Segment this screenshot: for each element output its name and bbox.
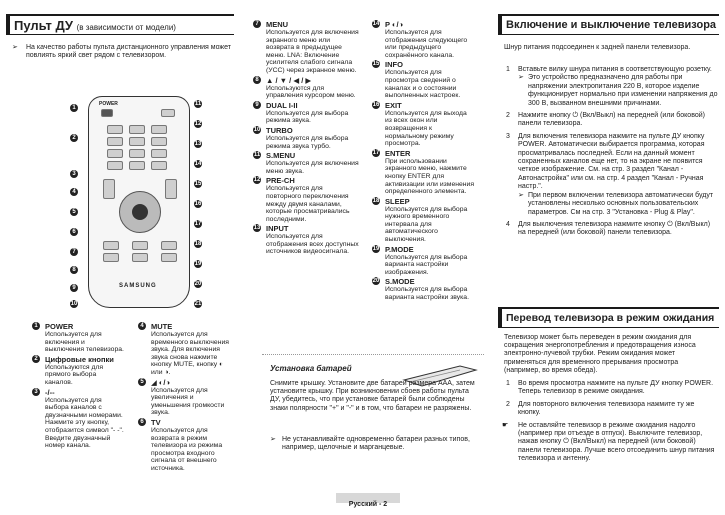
func-key: [132, 253, 148, 262]
power-intro: Шнур питания подсоединен к задней панели телевизора.: [504, 44, 691, 51]
page-number: Русский - 2: [348, 501, 388, 508]
remote-intro: ➢ На качество работы пульта дистанционного управления может повлиять яркий свет рядом с телевизором.: [12, 44, 231, 60]
callout: 11: [194, 101, 202, 107]
key: [107, 137, 123, 146]
legend-item: 2 Цифровые кнопки Используются для прямого выбора каналов.: [32, 355, 124, 387]
callout: 18: [194, 241, 202, 247]
battery-text: Снимите крышку. Установите две батареи размера AAA, затем установите крышку. При возникновении сбоев работы пульта ДУ, убедитесь, что при установке батарей были соблюдены знаки полярности "+" и "-" и в том, что батареи не разряжены.: [270, 380, 475, 412]
standby-steps: [500, 380, 718, 468]
step: 3 Для включения телевизора нажмите на пульте ДУ кнопку POWER. Автоматически выбирается программа, которая просматривалась последней. Если на данный момент сохраненных каналов еще нет, то на экране не появится четкое изображение. См. на стр. 3 раздел "Канал - Автонастройка" или см. на стр. 4 раздел "Канал - Ручная настр.". ➢ При первом включении телевизора автоматически будут установлены несколько основных пользовательских параметров. См на стр. 3 "Установка - Plug & Play".: [500, 133, 718, 217]
legend-item: 12 PRE-CH Используется для повторного переключения между двумя каналами, которые просматривались последними.: [253, 176, 350, 223]
section-header-standby: [498, 307, 719, 328]
callout: 1: [70, 104, 78, 112]
func-key: [161, 241, 177, 250]
callout: 4: [70, 188, 78, 196]
legend-column-1: [32, 322, 124, 451]
tv-button: [161, 109, 175, 117]
legend-item: 18 SLEEP Используется для выбора нужного временного интервала для автоматического выключения.: [372, 196, 468, 244]
legend-item: 7 MENU Используется для включения экранного меню или возврата в предыдущее меню. LNA: Включение усилителя слабого сигнала (УСС) через экранное меню.: [253, 20, 359, 75]
callout: 14: [194, 161, 202, 167]
step: 4 Для выключения телевизора нажмите кнопку ⏻ (Вкл/Выкл) на передней (или боковой) панели телевизора.: [506, 220, 711, 237]
section-header-power: [498, 14, 719, 35]
standby-note: ☛ Не оставляйте телевизор в режиме ожидания надолго (например при отъезде в отпуск). Выключите телевизор, нажав кнопку ⏻ (Вкл/Выкл) на передней (или боковой) панели телевизора. Лучше всего отсоединить шнур питания телевизора и антенну.: [502, 421, 715, 463]
legend-item: 3 -/-- Используется для выбора каналов с двузначными номерами. Нажмите эту кнопку, отобразится символ "- -". Введите двузначный номер канала.: [32, 388, 124, 450]
key: [129, 161, 145, 170]
legend-item: 6 TV Используется для возврата в режим телевизора из режима просмотра входного сигнала от внешнего источника.: [138, 418, 234, 473]
arrow-icon: ➢: [12, 44, 18, 51]
key: [151, 137, 167, 146]
callout: 9: [70, 284, 78, 292]
legend-column-2: [138, 322, 234, 474]
legend-item: 4 MUTE Используется для временного выключения звука. Для включения звука снова нажмите кнопку MUTE, кнопку ◐ или ◑.: [138, 322, 234, 377]
key: [129, 125, 145, 134]
callout: 13: [194, 141, 202, 147]
key: [107, 125, 123, 134]
callout: 12: [194, 121, 202, 127]
numeric-keypad: [107, 125, 171, 173]
step: 1 Во время просмотра нажмите на пульте ДУ кнопку POWER. Теперь телевизор в режиме ожидания.: [506, 380, 714, 396]
key: [107, 149, 123, 158]
legend-item: 14 P ◐/◑ Используется для отображения следующего или предыдущего сохранённого канала.: [372, 20, 468, 59]
callout: 20: [194, 281, 202, 287]
callout: 16: [194, 201, 202, 207]
enter-button: [132, 204, 148, 220]
section-title-power: Включение и выключение телевизора: [506, 19, 717, 31]
vol-key: [103, 179, 115, 199]
callout: 19: [194, 261, 202, 267]
ch-key: [165, 179, 177, 199]
header-bar: [498, 16, 502, 34]
battery-title: Установка батарей: [270, 364, 352, 373]
callout: 6: [70, 228, 78, 236]
legend-item: 9 DUAL I-II Используется для выбора режима звука.: [253, 101, 359, 125]
middle-column-a: [253, 20, 359, 257]
step-note: ➢ Это устройство предназначено для работы при напряжении электропитания 220 В, которое изделие функционирует нормально при изменении напряжения до 300 В, вызванном внешними причинами.: [518, 74, 718, 107]
step-note: ➢ При первом включении телевизора автоматически будут установлены несколько основных пользовательских параметров. См на стр. 3 "Установка - Plug & Play".: [518, 191, 714, 216]
callout: 7: [70, 248, 78, 256]
header-bar: [6, 16, 10, 34]
key: [129, 149, 145, 158]
key: [129, 137, 145, 146]
func-key: [161, 253, 177, 262]
brand-logo: SAMSUNG: [119, 283, 157, 289]
power-label: POWER: [99, 101, 118, 107]
navigation-pad: [119, 191, 161, 233]
battery-note: ➢ Не устанавливайте одновременно батареи разных типов, например, щелочные и марганцевые.: [270, 436, 470, 452]
legend-item: 5 ◢ ◐/◑ Используется для увеличения и уменьшения громкости звука.: [138, 378, 234, 417]
key: [151, 149, 167, 158]
legend-item: 17 ENTER При использовании экранного меню, нажмите кнопку ENTER для активизации или изменения определенного элемента.: [372, 148, 474, 196]
note-icon: ☛: [502, 421, 509, 429]
callout: 5: [70, 208, 78, 216]
legend-item: 8 ▲ / ▼ / ◀ / ▶ Используются для управления курсором меню.: [253, 76, 359, 100]
header-bar: [498, 309, 502, 327]
func-key: [103, 253, 119, 262]
callout: 3: [70, 170, 78, 178]
legend-item: 16 EXIT Используется для выхода из всех окон или возвращения к нормальному режиму просмотра.: [372, 100, 467, 148]
legend-item: 20 S.MODE Используется для выбора варианта настройки звука.: [372, 277, 469, 302]
battery-divider: [262, 354, 484, 355]
callout: 15: [194, 181, 202, 187]
callout: 2: [70, 134, 78, 142]
remote-control-illustration: [88, 96, 190, 308]
arrow-icon: ➢: [270, 436, 276, 443]
arrow-icon: ➢: [518, 74, 524, 82]
section-title-standby: Перевод телевизора в режим ожидания: [506, 312, 715, 324]
step: 2 Нажмите кнопку ⏻ (Вкл/Выкл) на передней (или боковой) панели телевизора.: [506, 112, 705, 128]
callout: 8: [70, 266, 78, 274]
key: [151, 161, 167, 170]
legend-item: 19 P.MODE Используется для выбора варианта настройки изображения.: [372, 244, 468, 276]
power-button: [101, 109, 113, 117]
legend-item: 13 INPUT Используется для отображения всех доступных источников видеосигнала.: [253, 224, 359, 256]
standby-intro: Телевизор может быть переведен в режим ожидания для сокращения энергопотребления и предотвращения износа электронно-лучевой трубки. Режим ожидания может применяться для временного прерывания просмотра (например, во время обеда).: [504, 334, 696, 374]
section-header-remote: [6, 14, 234, 35]
step: 1 Вставьте вилку шнура питания в соответствующую розетку. ➢ Это устройство предназначено для работы при напряжении электропитания 220 В, которое изделие функционирует нормально при изменении напряжения до 300 В, вызванном внешними причинами.: [506, 66, 718, 107]
key: [107, 161, 123, 170]
step: 2 Для повторного включения телевизора нажмите ту же кнопку.: [506, 400, 695, 417]
arrow-icon: ➢: [518, 191, 524, 199]
page-title: Пульт ДУ (в зависимости от модели): [14, 18, 176, 33]
legend-item: 10 TURBO Используется для выбора режима звука турбо.: [253, 125, 349, 150]
legend-item: 1 POWER Используется для включения и выключения телевизора.: [32, 322, 124, 354]
legend-item: 11 S.MENU Используется для включения меню звука.: [253, 151, 359, 175]
middle-column-b: [372, 20, 474, 303]
power-steps: [500, 66, 718, 242]
callout: 17: [194, 221, 202, 227]
key: [151, 125, 167, 134]
legend-item: 15 INFO Используется для просмотра сведений о каналах и о состоянии выполненных настроек.: [372, 60, 461, 100]
callout: 21: [194, 301, 202, 307]
page-footer: [336, 493, 400, 508]
callout: 10: [70, 301, 78, 307]
func-key: [132, 241, 148, 250]
func-key: [103, 241, 119, 250]
